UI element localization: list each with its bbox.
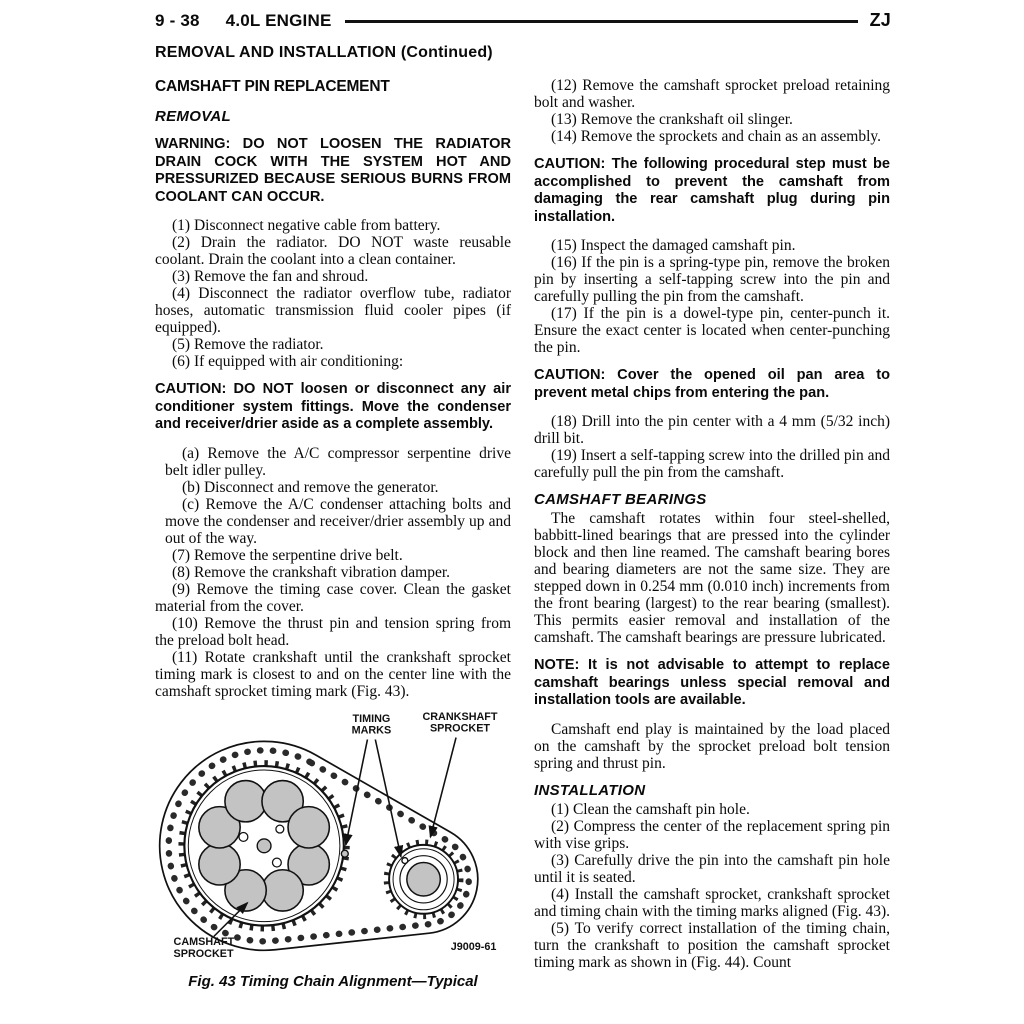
left-column: [155, 77, 511, 990]
procedure-title: CAMSHAFT PIN REPLACEMENT: [155, 78, 390, 95]
crankshaft-sprocket-label: CRANKSHAFT: [422, 710, 498, 723]
step-1: (1) Disconnect negative cable from battery.: [172, 217, 441, 234]
page-content: [155, 10, 891, 990]
step-12: (12) Remove the camshaft sprocket preload retaining bolt and washer.: [534, 77, 890, 111]
bearings-paragraph: The camshaft rotates within four steel-shelled, babbitt-lined bearings that are pressed into the cylinder block and then line reamed. The camshaft bearing bores and bearing diameters are not the same size. They are stepped down in 0.254 mm (0.010 inch) increments from the front bearing (largest) to the rear bearing (smallest). This permits easier removal and installation of the camshaft. The camshaft bearings are pressure lubricated.: [534, 510, 890, 646]
step-11: (11) Rotate crankshaft until the crankshaft sprocket timing mark is closest to and on the center line with the camshaft sprocket timing mark (Fig. 43).: [155, 648, 511, 700]
timing-marks-label: TIMING: [352, 712, 391, 725]
substep-c: (c) Remove the A/C condenser attaching bolts and move the condenser and receiver/drier assembly up and out of the way.: [165, 495, 511, 547]
step-9: (9) Remove the timing case cover. Clean the gasket material from the cover.: [155, 580, 511, 615]
installation-heading: INSTALLATION: [534, 781, 646, 799]
step-4: (4) Disconnect the radiator overflow tube, radiator hoses, automatic transmission fluid cooler pipes (if equipped).: [155, 285, 511, 336]
install-step-3: (3) Carefully drive the pin into the camshaft pin hole until it is seated.: [534, 851, 890, 886]
columns: [155, 77, 891, 990]
step-7: (7) Remove the serpentine drive belt.: [172, 546, 403, 564]
install-step-5: (5) To verify correct installation of the timing chain, turn the crankshaft to position the camshaft sprocket timing mark as shown in (Fig. 44). Count: [534, 919, 890, 971]
caution-procedural-paragraph: CAUTION: The following procedural step must be accomplished to prevent the camshaft from damaging the rear camshaft plug during pin installation.: [534, 156, 890, 225]
step-8: (8) Remove the crankshaft vibration damper.: [172, 563, 451, 581]
section-title: 4.0L ENGINE: [225, 10, 332, 30]
figure-43: [155, 708, 511, 990]
right-column: [534, 77, 890, 990]
caution-ac-paragraph: CAUTION: DO NOT loosen or disconnect any air conditioner system fittings. Move the condenser and receiver/drier aside as a complete assembly.: [155, 381, 511, 432]
step-3: (3) Remove the fan and shroud.: [172, 268, 369, 285]
install-step-1: (1) Clean the camshaft pin hole.: [551, 800, 750, 818]
warning-paragraph: WARNING: DO NOT LOOSEN THE RADIATOR DRAIN COCK WITH THE SYSTEM HOT AND PRESSURIZED BECAUSE SERIOUS BURNS FROM COOLANT CAN OCCUR.: [155, 136, 511, 205]
camshaft-sprocket-label: CAMSHAFT: [173, 935, 235, 948]
step-10: (10) Remove the thrust pin and tension spring from the preload bolt head.: [155, 614, 511, 649]
substep-a: (a) Remove the A/C compressor serpentine drive belt idler pulley.: [165, 444, 511, 479]
step-17: (17) If the pin is a dowel-type pin, center-punch it. Ensure the exact center is located when center-punching the pin.: [534, 305, 890, 356]
end-play-paragraph: Camshaft end play is maintained by the load placed on the camshaft by the sprocket preload bolt tension spring and thrust pin.: [534, 720, 890, 772]
note-paragraph: NOTE: It is not advisable to attempt to replace camshaft bearings unless special removal and installation tools are available.: [534, 657, 890, 708]
install-step-2: (2) Compress the center of the replacement spring pin with vise grips.: [534, 817, 890, 852]
step-14: (14) Remove the sprockets and chain as an assembly.: [551, 128, 881, 145]
step-16: (16) If the pin is a spring-type pin, remove the broken pin by inserting a self-tapping screw into the pin and carefully pulling the pin from the camshaft.: [534, 254, 890, 305]
figure-caption: Fig. 43 Timing Chain Alignment—Typical: [188, 972, 478, 990]
step-18: (18) Drill into the pin center with a 4 mm (5/32 inch) drill bit.: [534, 413, 890, 447]
install-step-4: (4) Install the camshaft sprocket, crankshaft sprocket and timing chain with the timing marks aligned (Fig. 43).: [534, 885, 891, 920]
step-2: (2) Drain the radiator. DO NOT waste reusable coolant. Drain the coolant into a clean container.: [155, 234, 511, 268]
running-header: [155, 10, 891, 31]
crankshaft-timing-mark: [402, 857, 408, 863]
figure-reference-code: J9009-61: [450, 940, 497, 953]
step-13: (13) Remove the crankshaft oil slinger.: [551, 111, 793, 128]
step-15: (15) Inspect the damaged camshaft pin.: [551, 237, 796, 254]
removal-heading: REMOVAL: [155, 108, 231, 125]
camshaft-timing-mark: [341, 850, 348, 857]
page-number: 9 - 38: [155, 10, 200, 30]
continued-title: REMOVAL AND INSTALLATION (Continued): [155, 44, 493, 61]
step-5: (5) Remove the radiator.: [172, 336, 324, 353]
model-code: ZJ: [869, 10, 891, 30]
header-rule: [345, 20, 857, 23]
camshaft-bearings-heading: CAMSHAFT BEARINGS: [534, 491, 707, 508]
figure-43-diagram: [155, 708, 511, 960]
caution-oil-pan-paragraph: CAUTION: Cover the opened oil pan area to prevent metal chips from entering the pan.: [534, 367, 890, 401]
step-19: (19) Insert a self-tapping screw into the drilled pin and carefully pull the pin from the camshaft.: [534, 447, 890, 481]
timing-marks-label-2: MARKS: [351, 724, 392, 737]
crankshaft-sprocket-label-2: SPROCKET: [429, 722, 491, 735]
substep-b: (b) Disconnect and remove the generator.: [182, 478, 439, 496]
camshaft-sprocket-label-2: SPROCKET: [173, 947, 234, 960]
step-6: (6) If equipped with air conditioning:: [172, 353, 404, 370]
